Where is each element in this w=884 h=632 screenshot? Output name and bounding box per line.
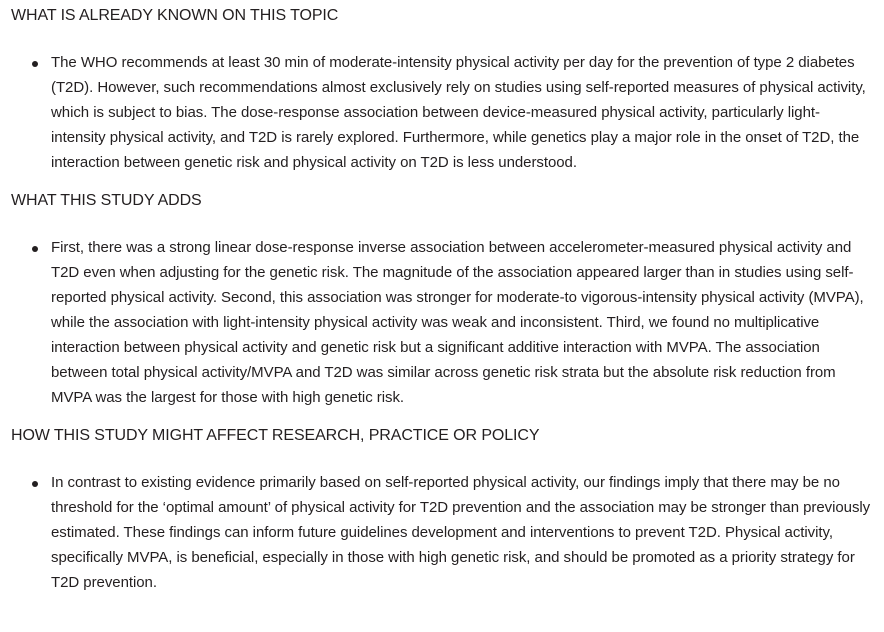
section-heading: WHAT IS ALREADY KNOWN ON THIS TOPIC: [11, 7, 339, 24]
section-already-known: [11, 4, 872, 175]
bullet-text: First, there was a strong linear dose-response inverse association between accelerometer-measured physical activity and T2D even when adjusting for the genetic risk. The magnitude of the association appeared larger than in studies using self-reported physical activity. Second, this association was stronger for moderate-to vigorous-intensity physical activity (MVPA), while the association with light-intensity physical activity was weak and inconsistent. Third, we found no multiplicative interaction between physical activity and genetic risk but a significant additive interaction with MVPA. The association between total physical activity/MVPA and T2D was similar across genetic risk strata but the absolute risk reduction from MVPA was the largest for those with high genetic risk.: [51, 239, 864, 406]
section-study-adds: [11, 189, 872, 410]
bullet-icon: [32, 246, 38, 252]
section-affect-research: [11, 424, 872, 595]
section-heading: HOW THIS STUDY MIGHT AFFECT RESEARCH, PRACTICE OR POLICY: [11, 427, 540, 444]
section-heading: WHAT THIS STUDY ADDS: [11, 192, 202, 209]
bullet-list: [11, 235, 872, 410]
list-item: [11, 235, 872, 410]
bullet-icon: [32, 61, 38, 67]
bullet-icon: [32, 481, 38, 487]
bullet-text: In contrast to existing evidence primarily based on self-reported physical activity, our findings imply that there may be no threshold for the ‘optimal amount’ of physical activity for T2D prevention and the association may be stronger than previously estimated. These findings can inform future guidelines development and interventions to prevent T2D. Physical activity, specifically MVPA, is beneficial, especially in those with high genetic risk, and should be promoted as a priority strategy for T2D prevention.: [51, 474, 871, 591]
bullet-text: The WHO recommends at least 30 min of moderate-intensity physical activity per day for the prevention of type 2 diabetes (T2D). However, such recommendations almost exclusively rely on studies using self-reported measures of physical activity, which is subject to bias. The dose-response association between device-measured physical activity, particularly light-intensity physical activity, and T2D is rarely explored. Furthermore, while genetics play a major role in the onset of T2D, the interaction between genetic risk and physical activity on T2D is less understood.: [51, 54, 866, 171]
list-item: [11, 50, 872, 175]
list-item: [11, 470, 872, 595]
bullet-list: [11, 470, 872, 595]
bullet-list: [11, 50, 872, 175]
